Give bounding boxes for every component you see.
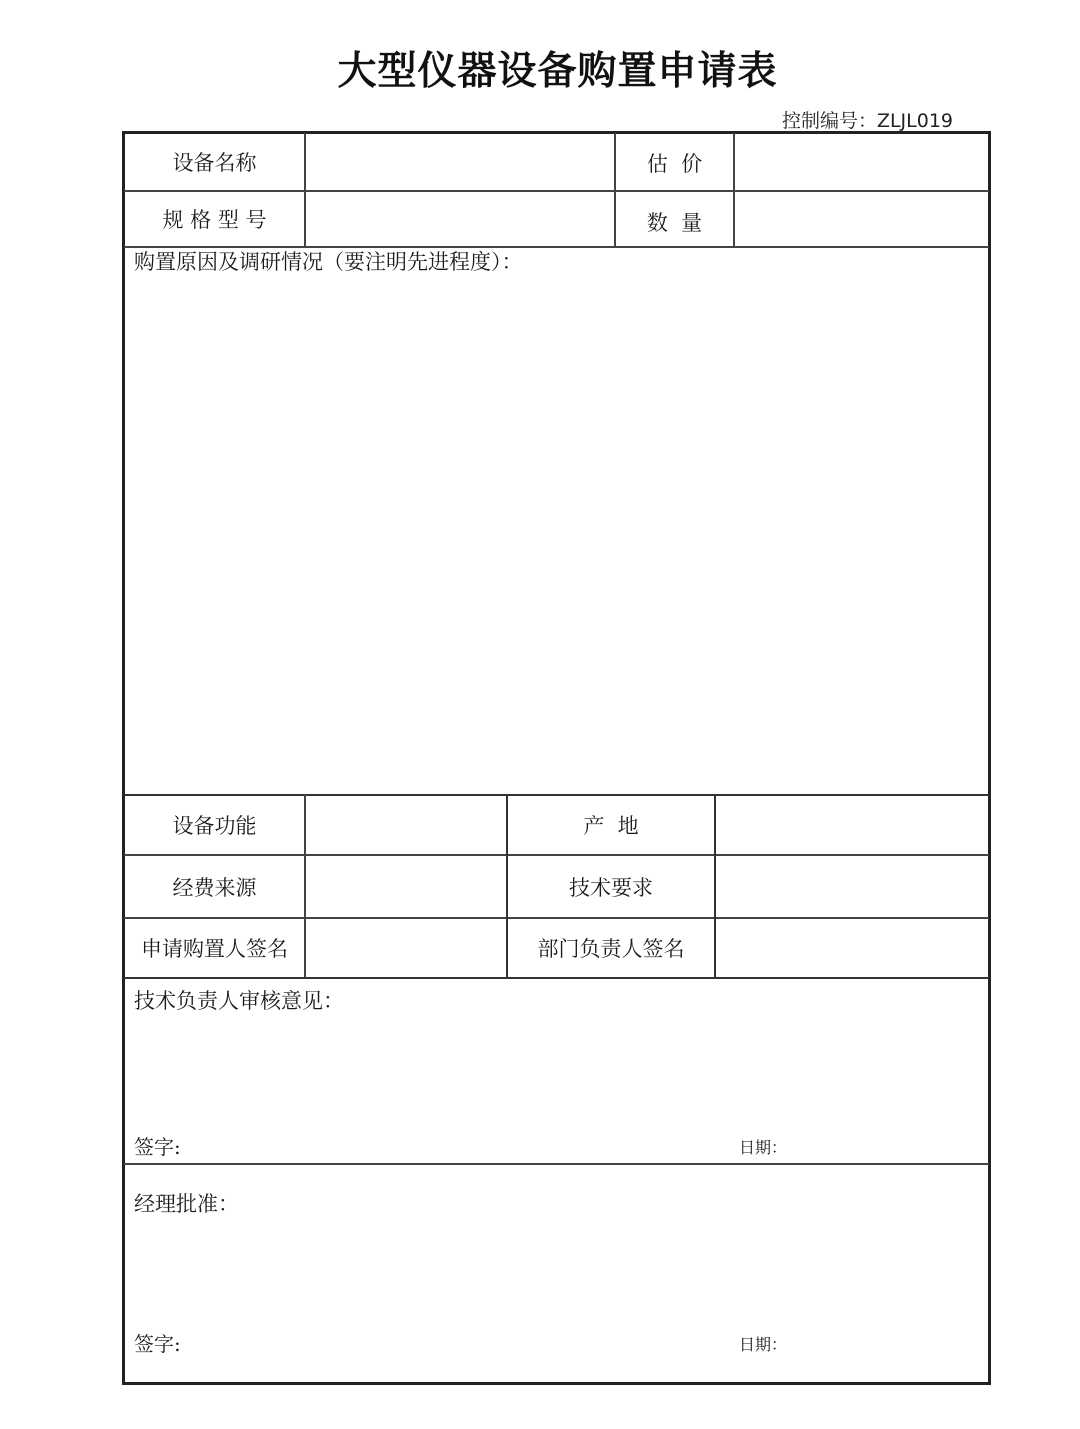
origin-field[interactable]: [716, 796, 988, 854]
tech-requirements-label: 技术要求: [569, 875, 653, 900]
funding-source-label: 经费来源: [172, 875, 257, 900]
tech-review-label: 技术负责人审核意见：: [134, 989, 344, 1013]
tech-review-signature-label: 签字:: [134, 1135, 181, 1159]
quantity-label: 数 量: [646, 211, 703, 235]
row-divider: [124, 977, 989, 979]
control-number: 控制编号：ZLJL019: [781, 110, 953, 132]
funding-source-field[interactable]: [306, 856, 506, 917]
purchase-reason-field[interactable]: [126, 276, 988, 792]
equipment-name-label: 设备名称: [172, 151, 257, 175]
row-divider: [124, 1163, 989, 1165]
equipment-name-field[interactable]: [306, 134, 614, 190]
manager-date-label: 日期：: [739, 1335, 788, 1354]
quantity-field[interactable]: [735, 192, 988, 246]
estimated-price-label: 估 价: [646, 152, 703, 176]
spec-model-label: 规 格 型 号: [162, 208, 267, 232]
purchase-reason-label: 购置原因及调研情况（要注明先进程度）：: [134, 250, 523, 274]
dept-head-signature-field[interactable]: [716, 919, 988, 977]
applicant-signature-label: 申请购置人签名: [141, 937, 288, 961]
equipment-function-field[interactable]: [306, 796, 506, 854]
tech-review-field[interactable]: [126, 1014, 988, 1126]
spec-model-field[interactable]: [306, 192, 614, 246]
tech-requirements-field[interactable]: [716, 856, 988, 917]
origin-label: 产 地: [583, 814, 639, 838]
dept-head-signature-label: 部门负责人签名: [537, 937, 685, 961]
manager-approval-label: 经理批准：: [134, 1192, 239, 1216]
form-title: 大型仪器设备购置申请表: [337, 49, 778, 94]
estimated-price-field[interactable]: [735, 134, 988, 190]
manager-approval-field[interactable]: [126, 1218, 988, 1323]
tech-review-date-label: 日期：: [739, 1138, 788, 1157]
applicant-signature-field[interactable]: [306, 919, 506, 977]
equipment-function-label: 设备功能: [172, 814, 257, 838]
manager-signature-label: 签字:: [134, 1332, 181, 1356]
